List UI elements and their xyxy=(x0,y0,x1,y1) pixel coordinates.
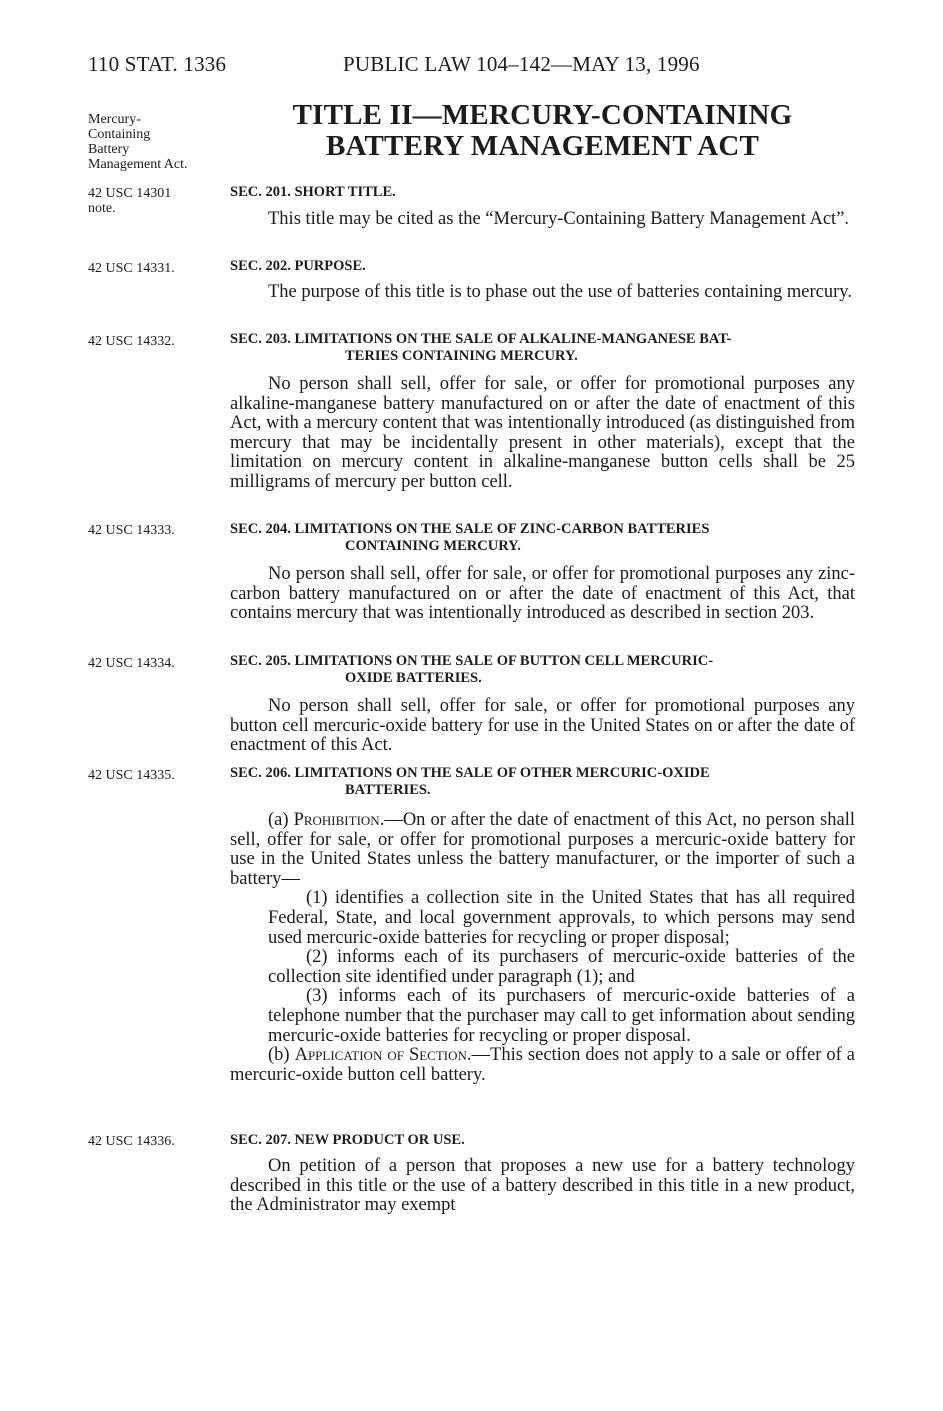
sec-202-text: The purpose of this title is to phase out the use of batteries containing mercury. xyxy=(268,282,852,302)
law-reference: PUBLIC LAW 104–142—MAY 13, 1996 xyxy=(343,52,700,76)
sec-206-a-label: Prohibition xyxy=(293,810,380,830)
margin-note-sec-202: 42 USC 14331. xyxy=(88,261,175,276)
sec-206-a-text: .—On or after the date of enactment of this Act, no person shall sell, offer for sale, or offer for promotional purposes a mercuric-oxide battery for use in the United States unless the battery manufacturer, or the importer of such a battery— xyxy=(230,810,855,889)
sec-204-text: No person shall sell, offer for sale, or offer for promotional purposes any zinc-carbon battery manufactured on or after the date of enactment of this Act, that contains mercury that was intentionally introduced as described in section 203. xyxy=(230,564,855,624)
sec-207-heading: SEC. 207. NEW PRODUCT OR USE. xyxy=(230,1132,465,1148)
title-line-1: TITLE II—MERCURY-CONTAINING xyxy=(292,99,793,131)
sec-203-heading-line-1: SEC. 203. LIMITATIONS ON THE SALE OF ALKALINE-MANGANESE BAT- xyxy=(230,331,732,347)
margin-note-sec-203: 42 USC 14332. xyxy=(88,334,175,349)
title-heading xyxy=(230,100,855,162)
title-line-2: BATTERY MANAGEMENT ACT xyxy=(325,130,760,162)
margin-note-sec-204: 42 USC 14333. xyxy=(88,523,175,538)
sec-206-b-text: .—This section does not apply to a sale or offer of a mercuric-oxide button cell battery. xyxy=(230,1045,855,1085)
sec-203-text: No person shall sell, offer for sale, or offer for promotional purposes any alkaline-manganese battery manufactured on or after the date of enactment of this Act, with a mercury content that was intentionally introduced (as distinguished from mercury that may be incidentally present in other materials), except that the limitation on mercury content in alkaline-manganese button cells shall be 25 milligrams of mercury per button cell. xyxy=(230,374,855,492)
sec-202-body xyxy=(230,283,855,303)
margin-note-sec-205: 42 USC 14334. xyxy=(88,656,175,671)
sec-206-b-label: Application of Section xyxy=(294,1045,467,1066)
sec-201-heading: SEC. 201. SHORT TITLE. xyxy=(230,184,396,200)
sec-206-heading-line-1: SEC. 206. LIMITATIONS ON THE SALE OF OTHER MERCURIC-OXIDE xyxy=(230,765,710,781)
sec-204-heading-line-2: CONTAINING MERCURY. xyxy=(345,538,521,554)
sec-204-body xyxy=(230,565,855,624)
sec-205-heading-line-2: OXIDE BATTERIES. xyxy=(345,670,482,686)
sec-207-body xyxy=(230,1157,855,1216)
sec-205-text: No person shall sell, offer for sale, or offer for promotional purposes any button cell mercuric-oxide battery for use in the United States on or after the date of enactment of this Act. xyxy=(230,696,855,756)
sec-202-heading: SEC. 202. PURPOSE. xyxy=(230,258,366,274)
sec-206-item-1: (1) identifies a collection site in the United States that has all required Federal, State, and local government approvals, to which persons may send used mercuric-oxide batteries for recycling or proper disposal; xyxy=(268,888,855,948)
sec-201-body xyxy=(230,210,855,230)
sec-206-subsection-b xyxy=(230,1046,855,1085)
sec-203-body xyxy=(230,375,855,493)
sec-201-text: This title may be cited as the “Mercury-Containing Battery Management Act”. xyxy=(268,209,850,229)
sec-207-text: On petition of a person that proposes a new use for a battery technology described in this title or the use of a battery described in this title in a new product, the Administrator may exempt xyxy=(230,1156,855,1216)
margin-note-sec-207: 42 USC 14336. xyxy=(88,1134,175,1149)
sec-206-heading-line-2: BATTERIES. xyxy=(345,782,431,798)
margin-note-sec-201: 42 USC 14301 note. xyxy=(88,186,172,216)
sec-206-subsection-a xyxy=(230,811,855,889)
sec-206-heading xyxy=(230,765,855,799)
sec-206-body xyxy=(230,811,855,1085)
sec-204-heading-line-1: SEC. 204. LIMITATIONS ON THE SALE OF ZINC-CARBON BATTERIES xyxy=(230,521,710,537)
sec-205-heading xyxy=(230,653,855,687)
sec-206-item-3: (3) informs each of its purchasers of mercuric-oxide batteries of a telephone number that the purchaser may call to get information about sending mercuric-oxide batteries for recycling or proper disposal. xyxy=(268,986,855,1046)
sec-205-heading-line-1: SEC. 205. LIMITATIONS ON THE SALE OF BUTTON CELL MERCURIC- xyxy=(230,653,714,669)
sec-206-b-prefix: (b) xyxy=(268,1045,295,1066)
margin-note-sec-206: 42 USC 14335. xyxy=(88,768,175,783)
page-reference: 110 STAT. 1336 xyxy=(88,52,227,76)
sec-206-a-prefix: (a) xyxy=(268,810,294,830)
sec-204-heading xyxy=(230,521,855,555)
sec-203-heading-line-2: TERIES CONTAINING MERCURY. xyxy=(345,348,578,364)
sec-203-heading xyxy=(230,331,855,365)
sec-205-body xyxy=(230,697,855,756)
sec-206-item-2: (2) informs each of its purchasers of mercuric-oxide batteries of the collection site identified under paragraph (1); and xyxy=(268,947,855,987)
margin-note-act-name: Mercury- Containing Battery Management Act. xyxy=(88,112,188,172)
